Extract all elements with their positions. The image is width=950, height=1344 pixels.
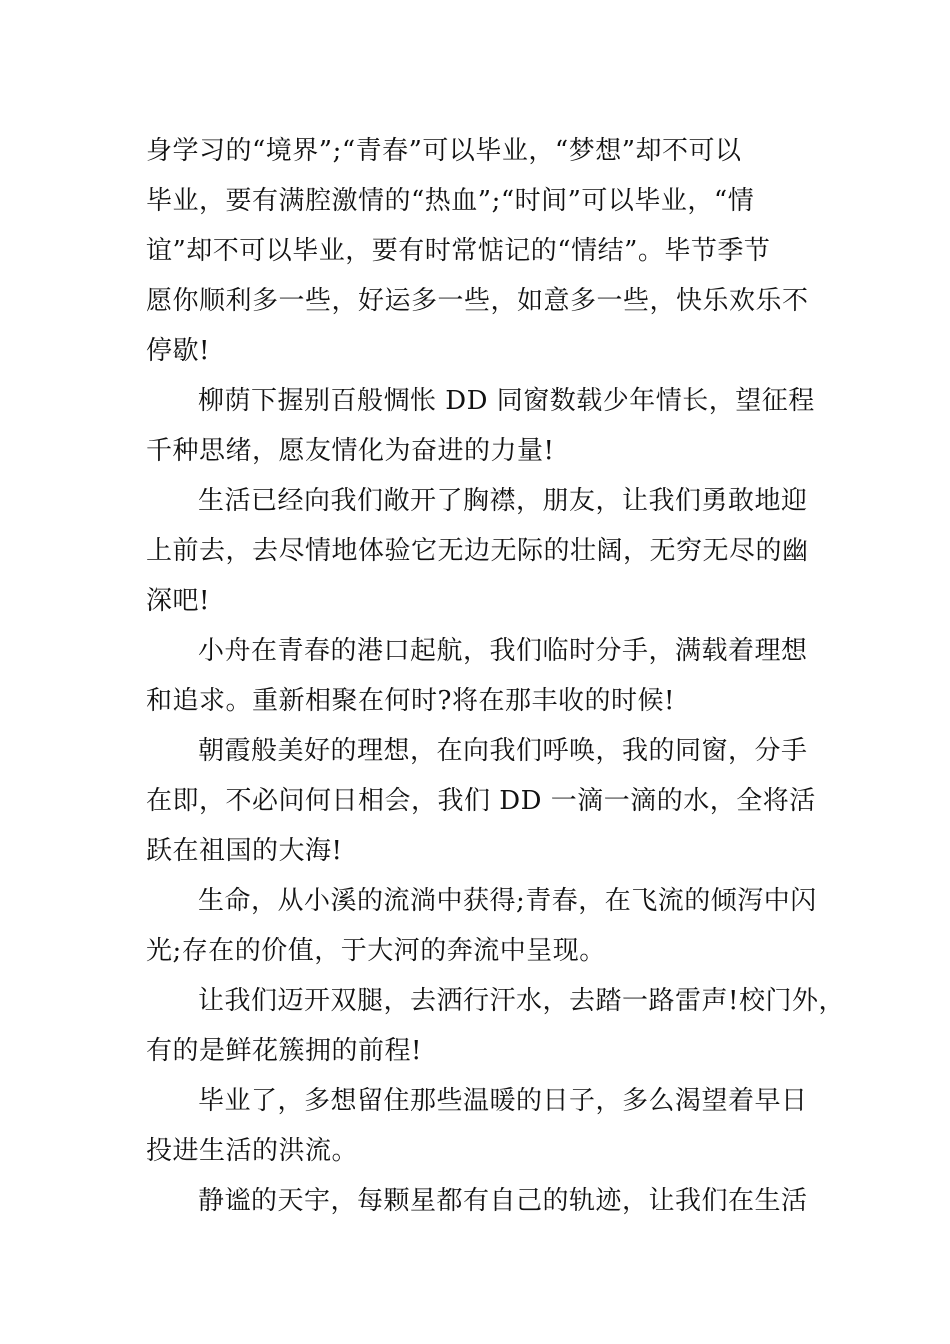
text-line: 愿你顺利多一些，好运多一些，如意多一些，快乐欢乐不 <box>146 286 809 316</box>
text-line: 跃在祖国的大海! <box>146 836 343 866</box>
text-line: 毕业了，多想留住那些温暖的日子，多么渴望着早日 <box>198 1086 808 1116</box>
text-line: 上前去，去尽情地体验它无边无际的壮阔，无穷无尽的幽 <box>146 536 809 566</box>
text-line: 生活已经向我们敞开了胸襟，朋友，让我们勇敢地迎 <box>198 486 808 516</box>
text-line: 谊”却不可以毕业，要有时常惦记的“情结”。毕节季节 <box>146 236 771 266</box>
text-line: 静谧的天宇，每颗星都有自己的轨迹，让我们在生活 <box>198 1186 808 1216</box>
text-line: 有的是鲜花簇拥的前程! <box>146 1036 422 1066</box>
text-line: 柳荫下握别百般惆怅 DD 同窗数载少年情长，望征程 <box>198 386 815 416</box>
text-line: 深吧! <box>146 586 210 616</box>
document-body-text <box>146 126 845 1226</box>
text-line: 投进生活的洪流。 <box>146 1136 359 1166</box>
text-line: 毕业，要有满腔激情的“热血”;“时间”可以毕业，“情 <box>146 186 755 216</box>
text-line: 身学习的“境界”;“青春”可以毕业，“梦想”却不可以 <box>146 136 742 166</box>
text-line: 光;存在的价值，于大河的奔流中呈现。 <box>146 936 606 966</box>
text-line: 在即，不必问何日相会，我们 DD 一滴一滴的水，全将活 <box>146 786 816 816</box>
text-line: 小舟在青春的港口起航，我们临时分手，满载着理想 <box>198 636 808 666</box>
text-line: 和追求。重新相聚在何时?将在那丰收的时候! <box>146 686 675 716</box>
text-line: 让我们迈开双腿，去洒行汗水，去踏一路雷声!校门外， <box>198 986 845 1016</box>
text-line: 朝霞般美好的理想，在向我们呼唤，我的同窗，分手 <box>198 736 808 766</box>
text-line: 千种思绪，愿友情化为奋进的力量! <box>146 436 555 466</box>
text-line: 停歇! <box>146 336 210 366</box>
text-line: 生命，从小溪的流淌中获得;青春，在飞流的倾泻中闪 <box>198 886 817 916</box>
